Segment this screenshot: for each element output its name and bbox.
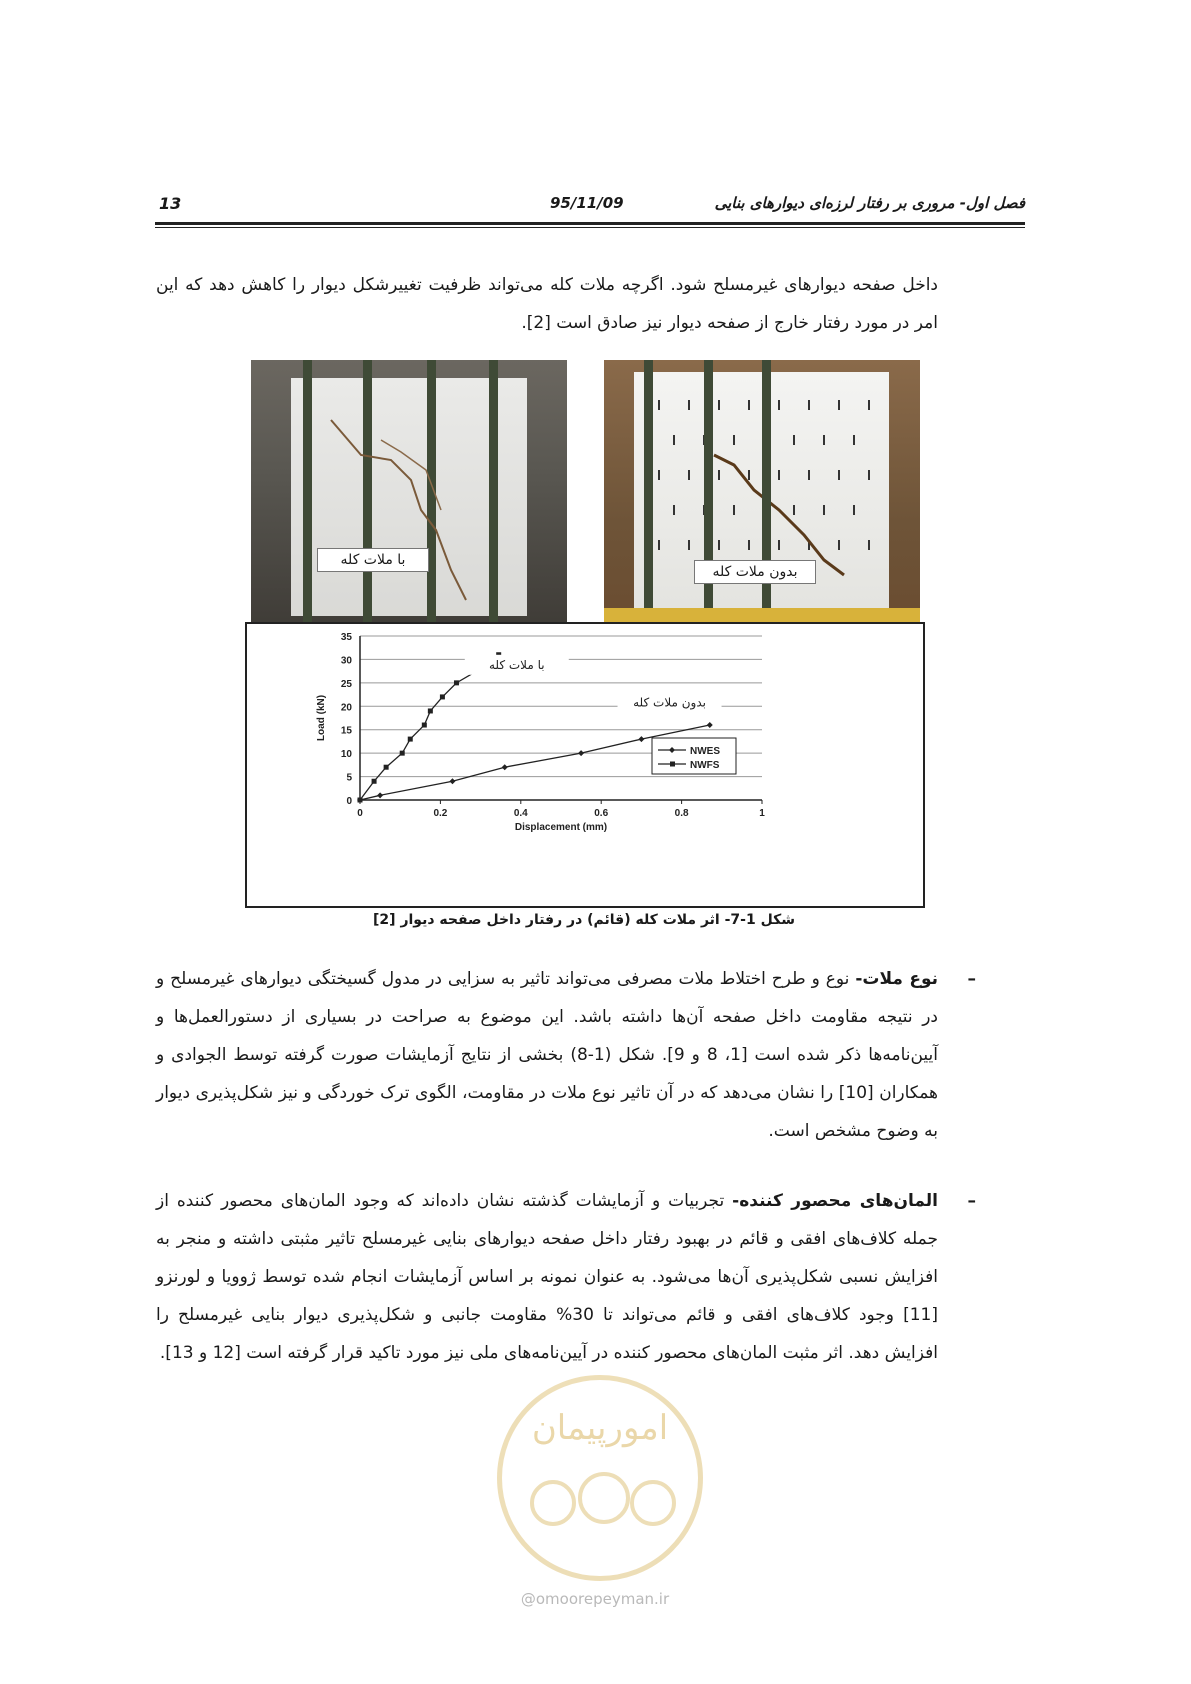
- annotation-label: بدون ملات کله: [633, 695, 706, 710]
- x-tick-label: 0.2: [433, 808, 448, 819]
- steel-bar: [644, 360, 653, 630]
- photo-wall-without-mortar: [604, 360, 920, 630]
- x-tick-label: 0.4: [513, 808, 528, 819]
- photo-right-caption: بدون ملات کله: [694, 560, 816, 584]
- data-point: [358, 798, 363, 803]
- data-point: [502, 764, 508, 770]
- data-point: [422, 723, 427, 728]
- data-point: [440, 694, 445, 699]
- x-tick-label: 0.6: [594, 808, 609, 819]
- y-tick-label: 25: [340, 678, 352, 690]
- bullet-dash: –: [967, 969, 976, 989]
- legend-label: NWES: [690, 746, 720, 757]
- photo-left-caption: با ملات کله: [317, 548, 429, 572]
- bullet-title: المان‌های محصور کننده-: [732, 1191, 938, 1211]
- data-point: [707, 722, 713, 728]
- data-point: [372, 779, 377, 784]
- header-rule-thin: [155, 227, 1025, 228]
- watermark-logo: [497, 1375, 703, 1581]
- chapter-title: فصل اول- مروری بر رفتار لرزه‌ای دیوارهای بنایی: [714, 194, 1025, 212]
- intro-paragraph: داخل صفحه دیوارهای غیرمسلح شود. اگرچه ملات کله می‌تواند ظرفیت تغییرشکل دیوار را کاهش دهد که این امر در مورد رفتار خارج از صفحه دیوار نیز صادق است [2].: [156, 275, 938, 333]
- data-point: [408, 737, 413, 742]
- data-point: [578, 750, 584, 756]
- bullet-text: تجربیات و آزمایشات گذشته نشان داده‌اند که وجود المان‌های محصور کننده از جمله کلاف‌های افقی و قائم در بهبود رفتار داخل صفحه دیوارهای بنایی غیرمسلح تاثیر مثبتی داشته و منجر به افزایش نسبی شکل‌پذیری آن‌ها می‌شود. به عنوان نمونه بر اساس آزمایشات انجام شده توسط ژوویا و لورنزو [11] وجود کلاف‌های افقی و قائم می‌تواند تا 30% مقاومت جانبی و شکل‌پذیری دیوار بنایی غیرمسلح را افزایش دهد. اثر مثبت المان‌های محصور کننده در آیین‌نامه‌های ملی نیز مورد تاکید قرار گرفته است [12 و 13].: [156, 1191, 938, 1363]
- x-tick-label: 0.8: [674, 808, 689, 819]
- bullet-title: نوع ملات-: [855, 969, 938, 989]
- gear-icon: [578, 1472, 630, 1524]
- watermark-url: @omoorepeyman.ir: [520, 1590, 670, 1608]
- data-point: [400, 751, 405, 756]
- load-displacement-chart: [245, 622, 925, 908]
- gear-icon: [530, 1480, 576, 1526]
- data-point: [638, 736, 644, 742]
- y-tick-label: 30: [340, 655, 352, 667]
- y-tick-label: 0: [346, 796, 352, 807]
- watermark-url-text: omoorepeyman.ir: [535, 1590, 670, 1608]
- y-tick-label: 20: [340, 702, 352, 714]
- y-axis-label: Load (kN): [316, 694, 327, 742]
- chart-svg: [247, 624, 923, 906]
- steel-bar: [762, 360, 771, 630]
- page-number: 13: [159, 194, 182, 213]
- bullet-mortar-type: [156, 960, 976, 1150]
- header-date: 95/11/09: [550, 194, 624, 212]
- y-tick-label: 15: [340, 725, 352, 737]
- y-tick-label: 10: [340, 749, 352, 761]
- crack-lines: [251, 360, 567, 626]
- y-tick-label: 5: [346, 772, 352, 784]
- steel-bar: [704, 360, 713, 630]
- bullet-text: نوع و طرح اختلاط ملات مصرفی می‌تواند تاثیر به سزایی در مدول گسیختگی دیوارهای غیرمسلح و در نتیجه مقاومت داخل صفحه آن‌ها داشته باشد. این موضوع به صراحت در بسیاری از دستورالعمل‌ها و آیین‌نامه‌ها ذکر شده است [1، 8 و 9]. شکل (1-8) بخشی از نتایج آزمایشات صورت گرفته توسط الجوادی و همکاران [10] را نشان می‌دهد که در آن تاثیر نوع ملات در مقاومت، الگوی ترک خوردگی و نیز شکل‌پذیری دیوار به وضوح مشخص است.: [156, 969, 939, 1141]
- legend-label: NWFS: [690, 760, 720, 771]
- series-line-nwfs: [360, 655, 499, 800]
- y-tick-label: 35: [340, 632, 352, 643]
- data-point: [384, 765, 389, 770]
- gear-icon: [630, 1480, 676, 1526]
- bullet-dash: –: [967, 1191, 976, 1211]
- watermark-logo-text: امورپیمان: [531, 1408, 669, 1448]
- header-rule: [155, 222, 1025, 225]
- page-header: [155, 190, 1025, 224]
- data-point: [454, 680, 459, 685]
- data-point: [377, 792, 383, 798]
- data-point: [428, 708, 433, 713]
- data-point: [449, 778, 455, 784]
- x-axis-label: Displacement (mm): [514, 822, 608, 833]
- bullet-confining-elements: [156, 1182, 976, 1372]
- figure-caption: شکل 1-7- اثر ملات کله (قائم) در رفتار داخل صفحه دیوار [2]: [373, 912, 795, 928]
- x-tick-label: 0: [357, 808, 363, 819]
- legend-marker: [670, 762, 675, 767]
- photo-wall-with-mortar: [251, 360, 567, 626]
- x-tick-label: 1: [759, 808, 765, 819]
- figure: [245, 356, 923, 904]
- annotation-label: با ملات کله: [488, 657, 545, 672]
